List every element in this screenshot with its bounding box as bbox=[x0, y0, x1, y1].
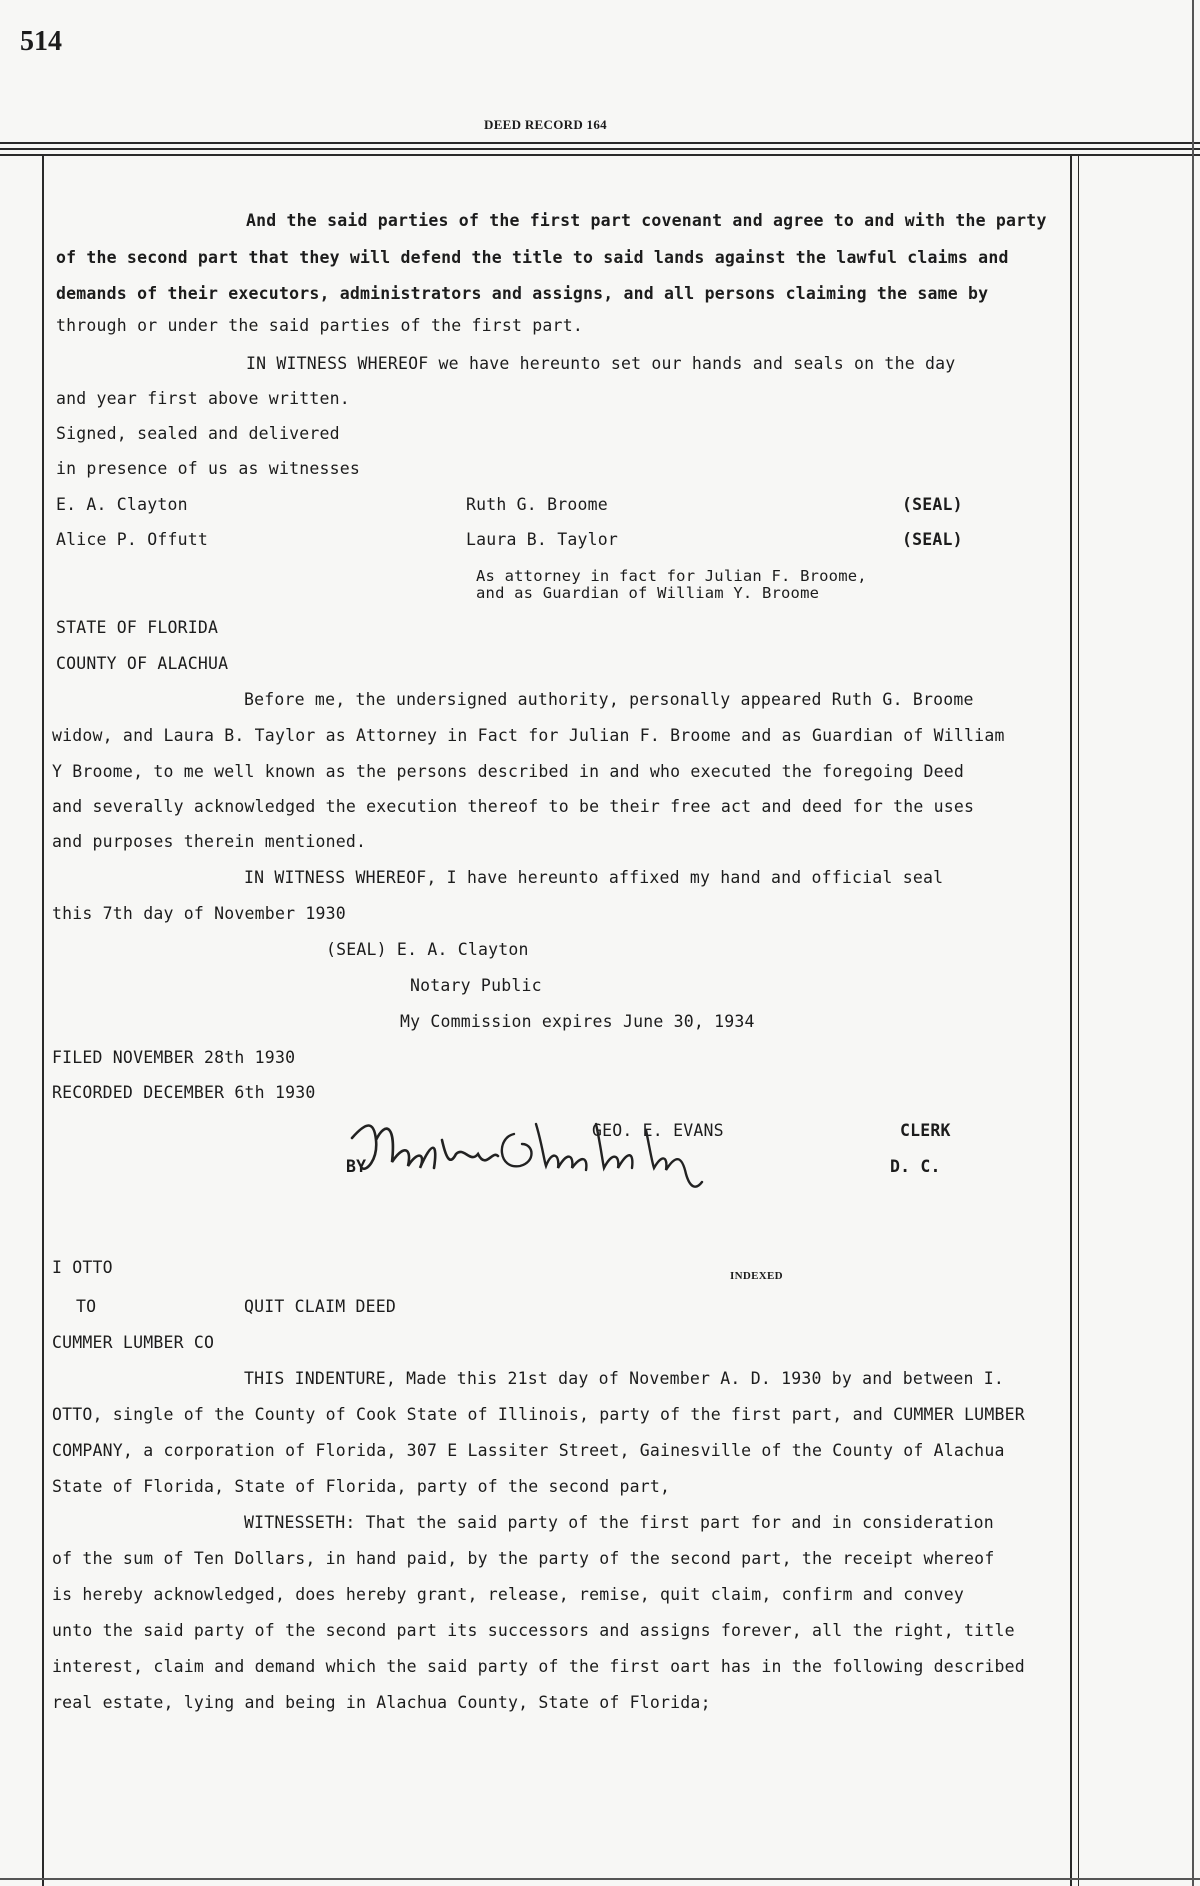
deed-type: QUIT CLAIM DEED bbox=[244, 1297, 397, 1316]
state-heading: STATE OF FLORIDA bbox=[56, 618, 219, 637]
witness-name: Alice P. Offutt bbox=[56, 530, 209, 549]
notary-line: (SEAL) E. A. Clayton bbox=[326, 940, 529, 959]
deputy-title: D. C. bbox=[890, 1157, 941, 1176]
ack-body-line: Y Broome, to me well known as the persons described in and who executed the foregoing Deed bbox=[52, 762, 965, 781]
right-margin-rule bbox=[1070, 156, 1072, 1886]
book-title: DEED RECORD 164 bbox=[484, 117, 607, 132]
page-edge-rule bbox=[1192, 0, 1194, 1886]
covenant-line: demands of their executors, administrators and assigns, and all persons claiming the same by bbox=[56, 284, 989, 303]
covenant-line: And the said parties of the first part covenant and agree to and with the party bbox=[246, 211, 1047, 230]
indexed-stamp: INDEXED bbox=[730, 1270, 783, 1282]
deputy-clerk-signature bbox=[346, 1110, 726, 1200]
recorded-date: RECORDED DECEMBER 6th 1930 bbox=[52, 1083, 316, 1102]
deed-body-line: unto the said party of the second part its successors and assigns forever, all the right, title bbox=[52, 1621, 1015, 1640]
bottom-rule bbox=[0, 1878, 1200, 1880]
witness-clause-line: and year first above written. bbox=[56, 389, 350, 408]
deed-body-line: of the sum of Ten Dollars, in hand paid, by the party of the second part, the receipt whereof bbox=[52, 1549, 995, 1568]
ack-body-line: Before me, the undersigned authority, personally appeared Ruth G. Broome bbox=[244, 690, 974, 709]
seal-mark: (SEAL) bbox=[902, 495, 963, 514]
signer-name: Ruth G. Broome bbox=[466, 495, 608, 514]
filed-date: FILED NOVEMBER 28th 1930 bbox=[52, 1048, 296, 1067]
right-edge-rule bbox=[1078, 156, 1079, 1886]
grantor-name: I OTTO bbox=[52, 1258, 113, 1277]
ack-witness-line: this 7th day of November 1930 bbox=[52, 904, 346, 923]
top-rule-3 bbox=[0, 154, 1200, 156]
notary-line: Notary Public bbox=[410, 976, 542, 995]
witness-name: E. A. Clayton bbox=[56, 495, 188, 514]
by-label: BY bbox=[346, 1157, 367, 1176]
attorney-note-line: and as Guardian of William Y. Broome bbox=[476, 584, 820, 602]
county-heading: COUNTY OF ALACHUA bbox=[56, 654, 229, 673]
deed-body-line: interest, claim and demand which the said party of the first oart has in the following described bbox=[52, 1657, 1025, 1676]
clerk-name: GEO. E. EVANS bbox=[592, 1121, 724, 1140]
deed-body-line: State of Florida, State of Florida, party of the second part, bbox=[52, 1477, 671, 1496]
page-number: 514 bbox=[20, 26, 62, 57]
deed-body-line: is hereby acknowledged, does hereby grant, release, remise, quit claim, confirm and convey bbox=[52, 1585, 965, 1604]
covenant-line: of the second part that they will defend the title to said lands against the lawful claims and bbox=[56, 248, 1009, 267]
seal-mark: (SEAL) bbox=[902, 530, 963, 549]
covenant-line: through or under the said parties of the first part. bbox=[56, 316, 583, 335]
signed-note-line: Signed, sealed and delivered bbox=[56, 424, 340, 443]
to-label: TO bbox=[76, 1297, 97, 1316]
deed-body-line: real estate, lying and being in Alachua County, State of Florida; bbox=[52, 1693, 711, 1712]
attorney-note-line: As attorney in fact for Julian F. Broome, bbox=[476, 567, 867, 585]
top-rule-1 bbox=[0, 142, 1200, 144]
clerk-title: CLERK bbox=[900, 1121, 951, 1140]
witness-clause-line: IN WITNESS WHEREOF we have hereunto set our hands and seals on the day bbox=[246, 354, 956, 373]
signer-name: Laura B. Taylor bbox=[466, 530, 619, 549]
signed-note-line: in presence of us as witnesses bbox=[56, 459, 361, 478]
deed-body-line: WITNESSETH: That the said party of the first part for and in consideration bbox=[244, 1513, 994, 1532]
ack-body-line: and purposes therein mentioned. bbox=[52, 832, 367, 851]
ack-body-line: and severally acknowledged the execution thereof to be their free act and deed for the uses bbox=[52, 797, 975, 816]
deed-body-line: OTTO, single of the County of Cook State of Illinois, party of the first part, and CUMMER LUMBER bbox=[52, 1405, 1025, 1424]
deed-body-line: COMPANY, a corporation of Florida, 307 E Lassiter Street, Gainesville of the County of Alachua bbox=[52, 1441, 1005, 1460]
notary-line: My Commission expires June 30, 1934 bbox=[400, 1012, 755, 1031]
ack-body-line: widow, and Laura B. Taylor as Attorney in Fact for Julian F. Broome and as Guardian of William bbox=[52, 726, 1005, 745]
left-margin-rule bbox=[42, 156, 44, 1886]
top-rule-2 bbox=[0, 148, 1200, 150]
deed-body-line: THIS INDENTURE, Made this 21st day of November A. D. 1930 by and between I. bbox=[244, 1369, 1005, 1388]
grantee-name: CUMMER LUMBER CO bbox=[52, 1333, 215, 1352]
ack-witness-line: IN WITNESS WHEREOF, I have hereunto affixed my hand and official seal bbox=[244, 868, 944, 887]
